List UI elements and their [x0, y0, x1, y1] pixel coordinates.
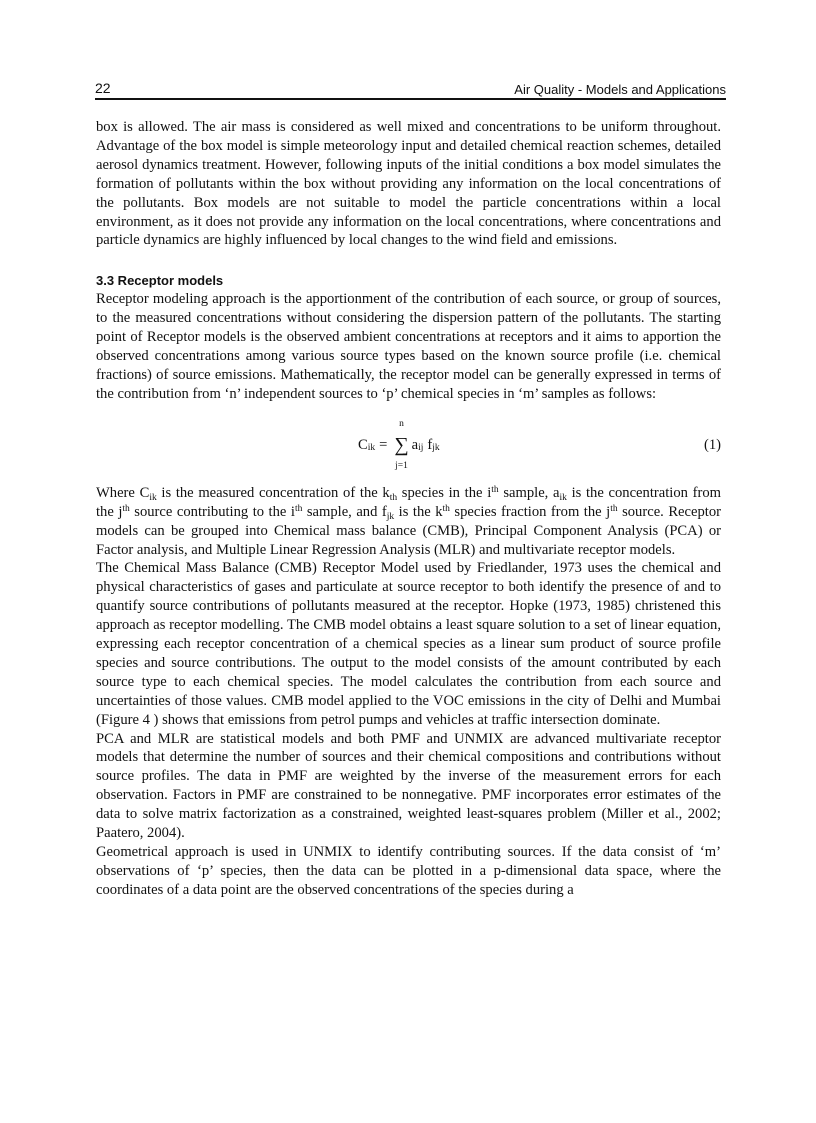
sum-upper: n — [399, 418, 404, 429]
text-segment: Where C — [96, 484, 150, 501]
paragraph-cmb: The Chemical Mass Balance (CMB) Receptor Model used by Friedlander, 1973 uses the chemical and physical characteristics of gases and particulate at source receptor to both identify the presence of and to quantify source contributions of pollutants measured at the receptor. Hopke (1973, 1985) christened this approach as receptor modelling. The CMB model obtains a least square solution to a set of linear equation, expressing each receptor concentration of a chemical species as a linear sum product of source profile species and source contributions. The output to the model consists of the amount contributed by each source type to each chemical species. The model calculates the contribution from each source and uncertainties of those values. CMB model applied to the VOC emissions in the city of Delhi and Mumbai (Figure 4 ) shows that emissions from petrol pumps and vehicles at traffic intersection dominate. — [96, 560, 721, 728]
text-segment: source. Receptor models can be grouped into Chemical mass balance (CMB), Principal Component Analysis (PCA) or Factor analysis, and Multiple Linear Regression Analysis (MLR) and multivariate receptor models. — [96, 503, 721, 558]
superscript: th — [491, 484, 499, 495]
running-header — [95, 80, 726, 100]
eq-lhs: C — [358, 436, 368, 453]
subscript: jk — [386, 511, 395, 522]
summation — [394, 418, 408, 472]
page-number: 22 — [95, 80, 111, 96]
text-segment: source contributing to the i — [129, 503, 295, 520]
text-segment: sample, and f — [302, 503, 387, 520]
superscript: th — [122, 503, 130, 514]
eq-equals: = — [379, 436, 388, 453]
equation-number: (1) — [703, 436, 721, 453]
text-segment: is the concentration from the j — [96, 484, 721, 520]
sum-lower: j=1 — [395, 460, 408, 471]
subscript: ik — [559, 492, 567, 503]
eq-f-sub: jk — [432, 442, 440, 453]
text-segment: is the measured concentration of the k — [156, 484, 390, 501]
paragraph-pca-pmf: PCA and MLR are statistical models and both PMF and UNMIX are advanced multivariate receptor models that determine the number of sources and their chemical compositions and contributions without source profiles. The data in PMF are weighted by the inverse of the measurement errors for each observation. Factors in PMF are constrained to be nonnegative. PMF incorporates error estimates of the data to solve matrix factorization as a constrained, weighted least-squares problem (Miller et al., 2002; Paatero, 2004). — [96, 730, 721, 842]
text-segment: species in the i — [397, 484, 492, 501]
superscript: th — [610, 503, 618, 514]
section-heading: 3.3 Receptor models — [96, 273, 224, 289]
paragraph-receptor-intro: Receptor modeling approach is the apportionment of the contribution of each source, or group of sources, to the measured concentrations without considering the dispersion pattern of the pollutants. The starting point of Receptor models is the observed ambient concentrations at receptors and it aims to apportion the observed concentrations among various source types based on the known source profile (i.e. chemical fractions) of source emissions. Mathematically, the receptor model can be generally expressed in terms of the contribution from ‘n’ independent sources to ‘p’ chemical species in ‘m’ samples as follows: — [96, 291, 721, 402]
text-segment: species fraction from the j — [449, 503, 611, 520]
superscript: th — [294, 503, 303, 514]
equation-1 — [96, 412, 721, 478]
running-title: Air Quality - Models and Applications — [514, 82, 726, 97]
superscript: th — [442, 503, 450, 514]
page-body — [96, 118, 721, 900]
sum-symbol: ∑ — [394, 433, 409, 456]
subscript: th — [389, 492, 398, 503]
paragraph-box-model: box is allowed. The air mass is considered as well mixed and concentrations to be uniform throughout. Advantage of the box model is simple meteorology input and detailed chemical reaction schemes, detailed aerosol dynamics treatment. However, following inputs of the initial conditions a box model simulates the formation of pollutants within the box without providing any information on the local concentrations of the pollutants. Box models are not suitable to model the particle concentrations within a local environment, as it does not provide any information on the local concentrations, where concentrations and particle dynamics are highly influenced by local changes to the wind field and emissions. — [96, 119, 721, 249]
eq-a-sub: ij — [418, 442, 424, 453]
paragraph-unmix: Geometrical approach is used in UNMIX to identify contributing sources. If the data consist of ‘m’ observations of ‘p’ species, then the data can be plotted in a p-dimensional data space, where the coordinates of a data point are the observed concentrations of the species during a — [96, 844, 721, 898]
eq-lhs-sub: ik — [367, 442, 376, 453]
equation-body — [358, 412, 440, 478]
subscript: ik — [149, 492, 157, 503]
text-segment: is the k — [394, 503, 443, 520]
eq-f: f — [427, 436, 433, 453]
text-segment: sample, a — [498, 484, 560, 501]
eq-a: a — [411, 436, 419, 453]
paragraph-where — [96, 484, 721, 560]
